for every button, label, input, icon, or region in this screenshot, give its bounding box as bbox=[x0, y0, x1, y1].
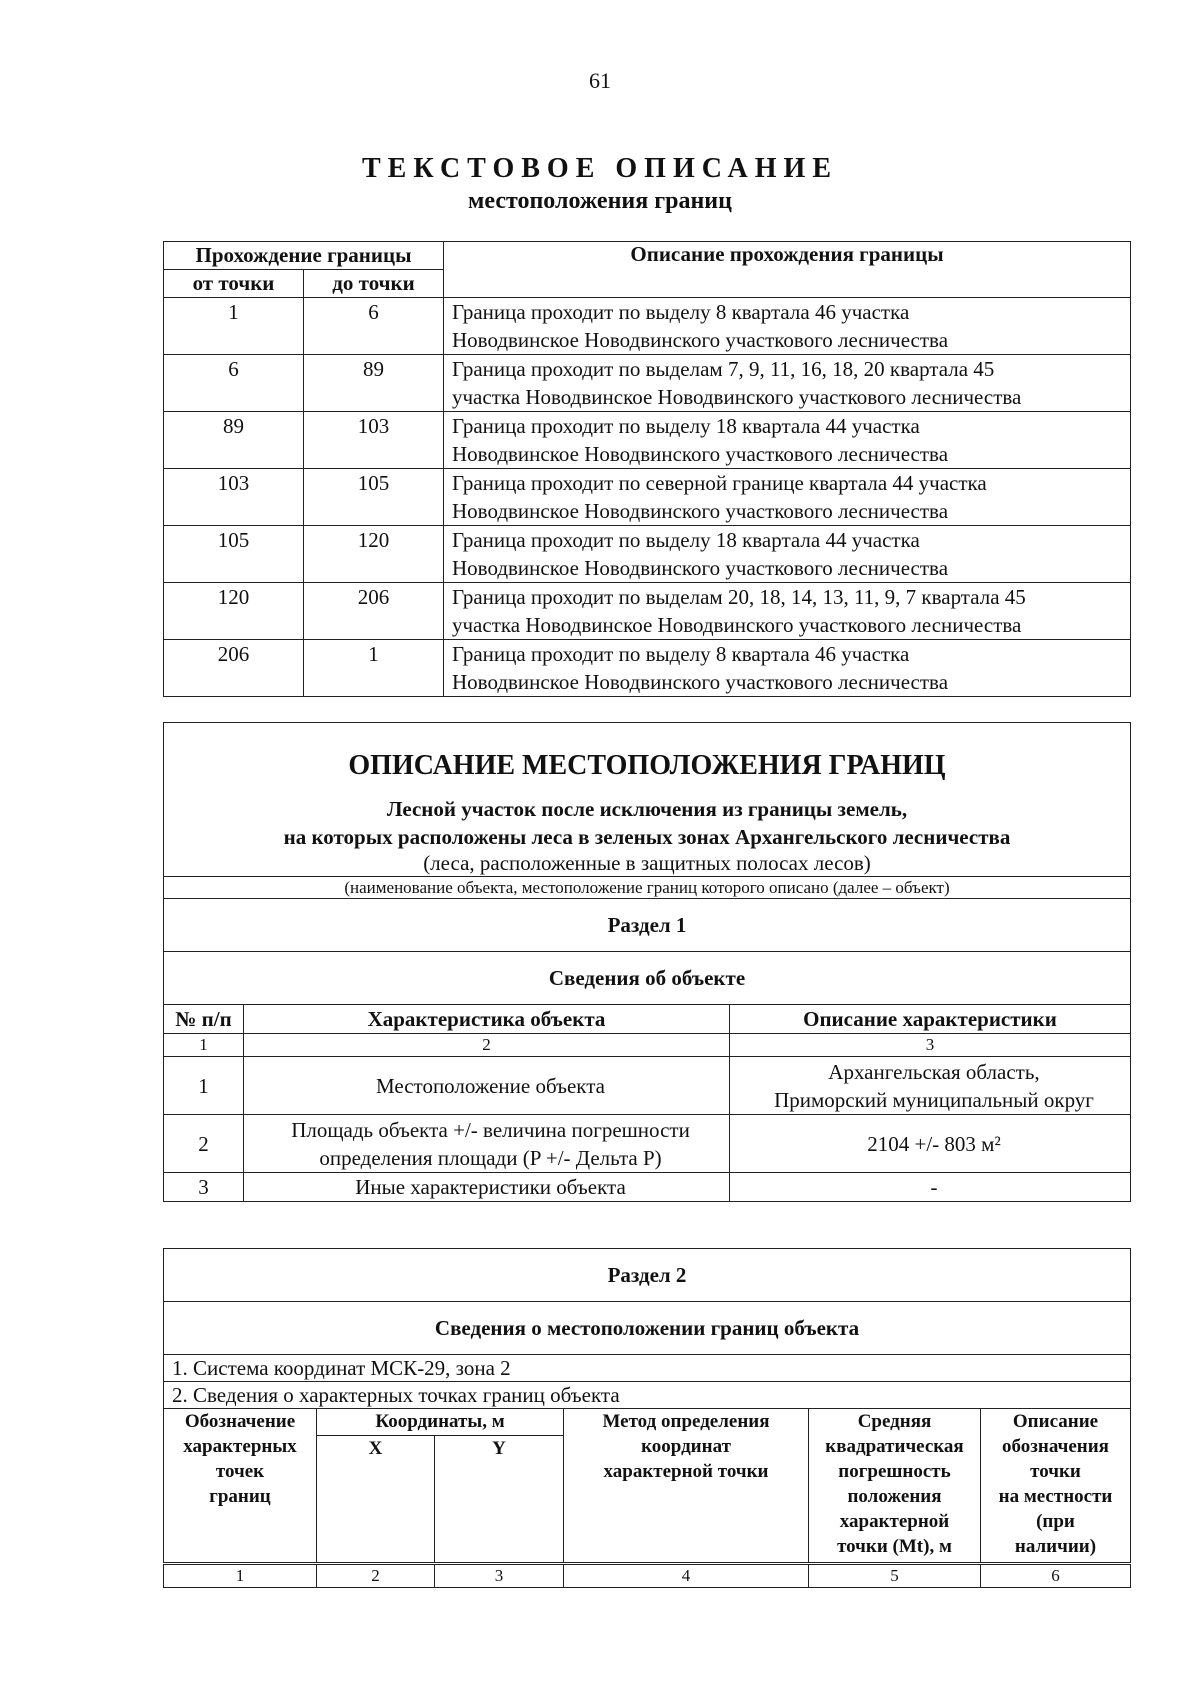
col-index: 5 bbox=[809, 1564, 981, 1588]
from-point: 120 bbox=[164, 583, 304, 640]
x-header: X bbox=[317, 1436, 435, 1564]
col-characteristic-header: Характеристика объекта bbox=[244, 1005, 730, 1034]
title-main: ТЕКСТОВОЕ ОПИСАНИЕ bbox=[361, 153, 838, 184]
row-num: 3 bbox=[164, 1173, 244, 1202]
object-caption: (наименование объекта, местоположение границ которого описано (далее – объект) bbox=[164, 877, 1131, 899]
passage-description: Граница проходит по выделам 7, 9, 11, 16, 18, 20 квартала 45 участка Новодвинское Новодвинского участкового лесничества bbox=[444, 355, 1131, 412]
table-row bbox=[164, 469, 1131, 526]
table-row bbox=[164, 412, 1131, 469]
passage-description: Граница проходит по выделу 8 квартала 46 участка Новодвинское Новодвинского участкового лесничества bbox=[444, 298, 1131, 355]
table-row bbox=[164, 640, 1131, 697]
row-num: 2 bbox=[164, 1115, 244, 1173]
col-index: 6 bbox=[981, 1564, 1131, 1588]
object-name-line2: на которых расположены леса в зеленых зонах Архангельского лесничества bbox=[283, 825, 1011, 849]
characteristic-cell: Площадь объекта +/- величина погрешности определения площади (P +/- Дельта P) bbox=[244, 1115, 730, 1173]
passage-description: Граница проходит по выделу 18 квартала 44 участка Новодвинское Новодвинского участкового лесничества bbox=[444, 526, 1131, 583]
document-title bbox=[0, 152, 1200, 216]
header-to: до точки bbox=[304, 270, 444, 298]
object-name-line1: Лесной участок после исключения из границы земель, bbox=[386, 797, 908, 821]
page-number: 61 bbox=[589, 68, 611, 93]
col-index: 1 bbox=[164, 1034, 244, 1057]
y-header: Y bbox=[435, 1436, 564, 1564]
description-cell: 2104 +/- 803 м² bbox=[730, 1115, 1131, 1173]
col-index: 3 bbox=[730, 1034, 1131, 1057]
to-point: 1 bbox=[304, 640, 444, 697]
location-heading: ОПИСАНИЕ МЕСТОПОЛОЖЕНИЯ ГРАНИЦ bbox=[348, 750, 946, 781]
table-row bbox=[164, 526, 1131, 583]
coordinate-system: 1. Система координат МСК-29, зона 2 bbox=[164, 1355, 1131, 1382]
table-row bbox=[164, 298, 1131, 355]
description-cell: Архангельская область, Приморский муниципальный округ bbox=[730, 1057, 1131, 1115]
from-point: 89 bbox=[164, 412, 304, 469]
to-point: 6 bbox=[304, 298, 444, 355]
to-point: 103 bbox=[304, 412, 444, 469]
col-index: 2 bbox=[244, 1034, 730, 1057]
title-sub: местоположения границ bbox=[468, 188, 732, 214]
section1-label: Раздел 1 bbox=[164, 899, 1131, 952]
table-row bbox=[164, 1173, 1131, 1202]
characteristic-cell: Иные характеристики объекта bbox=[244, 1173, 730, 1202]
from-point: 6 bbox=[164, 355, 304, 412]
designation-header: Обозначение характерных точек границ bbox=[164, 1409, 317, 1564]
section2-title: Сведения о местоположении границ объекта bbox=[164, 1302, 1131, 1355]
coordinates-header: Координаты, м bbox=[317, 1409, 564, 1436]
to-point: 206 bbox=[304, 583, 444, 640]
passage-description: Граница проходит по выделу 18 квартала 44 участка Новодвинское Новодвинского участкового лесничества bbox=[444, 412, 1131, 469]
col-num-header: № п/п bbox=[164, 1005, 244, 1034]
col-index: 4 bbox=[564, 1564, 809, 1588]
points-title: 2. Сведения о характерных точках границ объекта bbox=[164, 1382, 1131, 1409]
col-index: 2 bbox=[317, 1564, 435, 1588]
header-from: от точки bbox=[164, 270, 304, 298]
to-point: 120 bbox=[304, 526, 444, 583]
table-row bbox=[164, 583, 1131, 640]
table-row bbox=[164, 355, 1131, 412]
section1-title: Сведения об объекте bbox=[164, 952, 1131, 1005]
from-point: 105 bbox=[164, 526, 304, 583]
header-passage: Прохождение границы bbox=[164, 242, 444, 270]
error-header: Средняя квадратическая погрешность положения характерной точки (Mt), м bbox=[809, 1409, 981, 1564]
col-index: 1 bbox=[164, 1564, 317, 1588]
object-note: (леса, расположенные в защитных полосах лесов) bbox=[423, 851, 871, 875]
passage-description: Граница проходит по северной границе квартала 44 участка Новодвинское Новодвинского участкового лесничества bbox=[444, 469, 1131, 526]
boundary-points-table bbox=[163, 1248, 1131, 1588]
point-description-header: Описание обозначения точки на местности (при наличии) bbox=[981, 1409, 1131, 1564]
section2-label: Раздел 2 bbox=[164, 1249, 1131, 1302]
table-row bbox=[164, 1115, 1131, 1173]
row-num: 1 bbox=[164, 1057, 244, 1115]
description-cell: - bbox=[730, 1173, 1131, 1202]
from-point: 103 bbox=[164, 469, 304, 526]
table-row bbox=[164, 1057, 1131, 1115]
col-description-header: Описание характеристики bbox=[730, 1005, 1131, 1034]
passage-description: Граница проходит по выделу 8 квартала 46 участка Новодвинское Новодвинского участкового лесничества bbox=[444, 640, 1131, 697]
location-header bbox=[164, 723, 1131, 877]
from-point: 206 bbox=[164, 640, 304, 697]
to-point: 89 bbox=[304, 355, 444, 412]
from-point: 1 bbox=[164, 298, 304, 355]
method-header: Метод определения координат характерной точки bbox=[564, 1409, 809, 1564]
characteristic-cell: Местоположение объекта bbox=[244, 1057, 730, 1115]
location-description-table bbox=[163, 722, 1131, 1202]
passage-description: Граница проходит по выделам 20, 18, 14, 13, 11, 9, 7 квартала 45 участка Новодвинское Новодвинского участкового лесничества bbox=[444, 583, 1131, 640]
header-description: Описание прохождения границы bbox=[444, 242, 1131, 298]
boundary-table bbox=[163, 241, 1131, 697]
to-point: 105 bbox=[304, 469, 444, 526]
col-index: 3 bbox=[435, 1564, 564, 1588]
